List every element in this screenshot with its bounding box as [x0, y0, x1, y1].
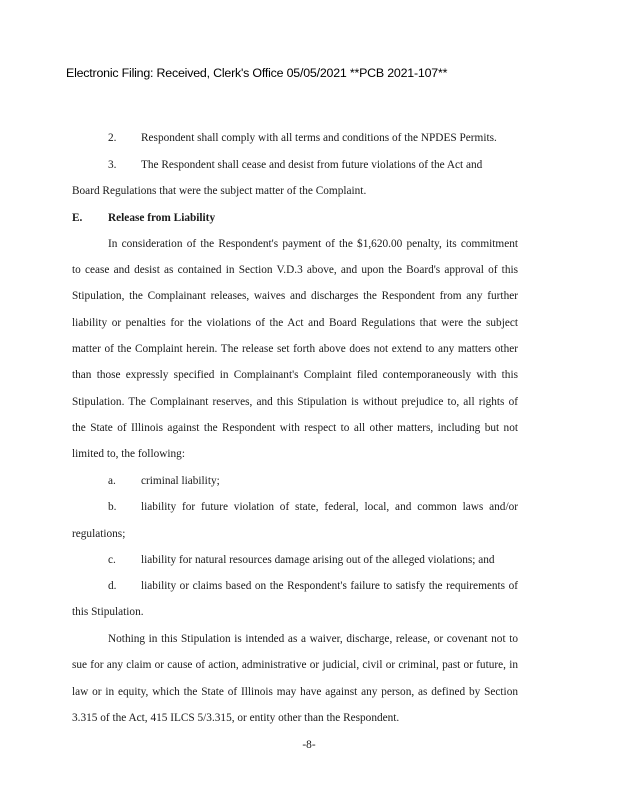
- paragraph-line: the State of Illinois against the Respondent with respect to all other matters, including but not: [72, 422, 518, 434]
- item-continuation: Board Regulations that were the subject matter of the Complaint.: [72, 185, 367, 197]
- item-number: 2.: [108, 132, 117, 144]
- list-letter: a.: [108, 475, 116, 487]
- list-item-text: liability or claims based on the Respondent's failure to satisfy the requirements of: [141, 580, 518, 592]
- section-letter: E.: [72, 212, 83, 224]
- paragraph-line: liability or penalties for the violations of the Act and Board Regulations that were the subject: [72, 317, 518, 329]
- list-item-text: liability for natural resources damage arising out of the alleged violations; and: [141, 554, 495, 566]
- paragraph-line: matter of the Complaint herein. The release set forth above does not extend to any matters other: [72, 343, 518, 355]
- page-number: -8-: [302, 739, 316, 751]
- paragraph-line: law or in equity, which the State of Illinois may have against any person, as defined by Section: [72, 686, 518, 698]
- paragraph-line: In consideration of the Respondent's payment of the $1,620.00 penalty, its commitment: [108, 238, 518, 250]
- paragraph-line: limited to, the following:: [72, 448, 185, 460]
- paragraph-line: Nothing in this Stipulation is intended as a waiver, discharge, release, or covenant not to: [108, 633, 518, 645]
- list-letter: d.: [108, 580, 117, 592]
- paragraph-line: to cease and desist as contained in Section V.D.3 above, and upon the Board's approval of this: [72, 264, 518, 276]
- filing-stamp-header: Electronic Filing: Received, Clerk's Office 05/05/2021 **PCB 2021-107**: [66, 66, 448, 80]
- list-item-continuation: regulations;: [72, 528, 126, 540]
- paragraph-line: Stipulation, the Complainant releases, waives and discharges the Respondent from any further: [72, 290, 518, 302]
- paragraph-line: 3.315 of the Act, 415 ILCS 5/3.315, or entity other than the Respondent.: [72, 712, 400, 724]
- list-letter: b.: [108, 501, 117, 513]
- item-text: Respondent shall comply with all terms and conditions of the NPDES Permits.: [141, 132, 497, 144]
- section-title: Release from Liability: [108, 212, 216, 224]
- item-number: 3.: [108, 159, 117, 171]
- item-text: The Respondent shall cease and desist from future violations of the Act and: [141, 159, 483, 171]
- paragraph-line: Stipulation. The Complainant reserves, and this Stipulation is without prejudice to, all rights of: [72, 396, 518, 408]
- paragraph-line: than those expressly specified in Complainant's Complaint filed contemporaneously with this: [72, 369, 518, 381]
- list-item-text: criminal liability;: [141, 475, 220, 487]
- list-letter: c.: [108, 554, 116, 566]
- list-item-continuation: this Stipulation.: [72, 606, 144, 618]
- list-item-text: liability for future violation of state, federal, local, and common laws and/or: [141, 501, 518, 513]
- paragraph-line: sue for any claim or cause of action, administrative or judicial, civil or criminal, past or future, in: [72, 659, 518, 671]
